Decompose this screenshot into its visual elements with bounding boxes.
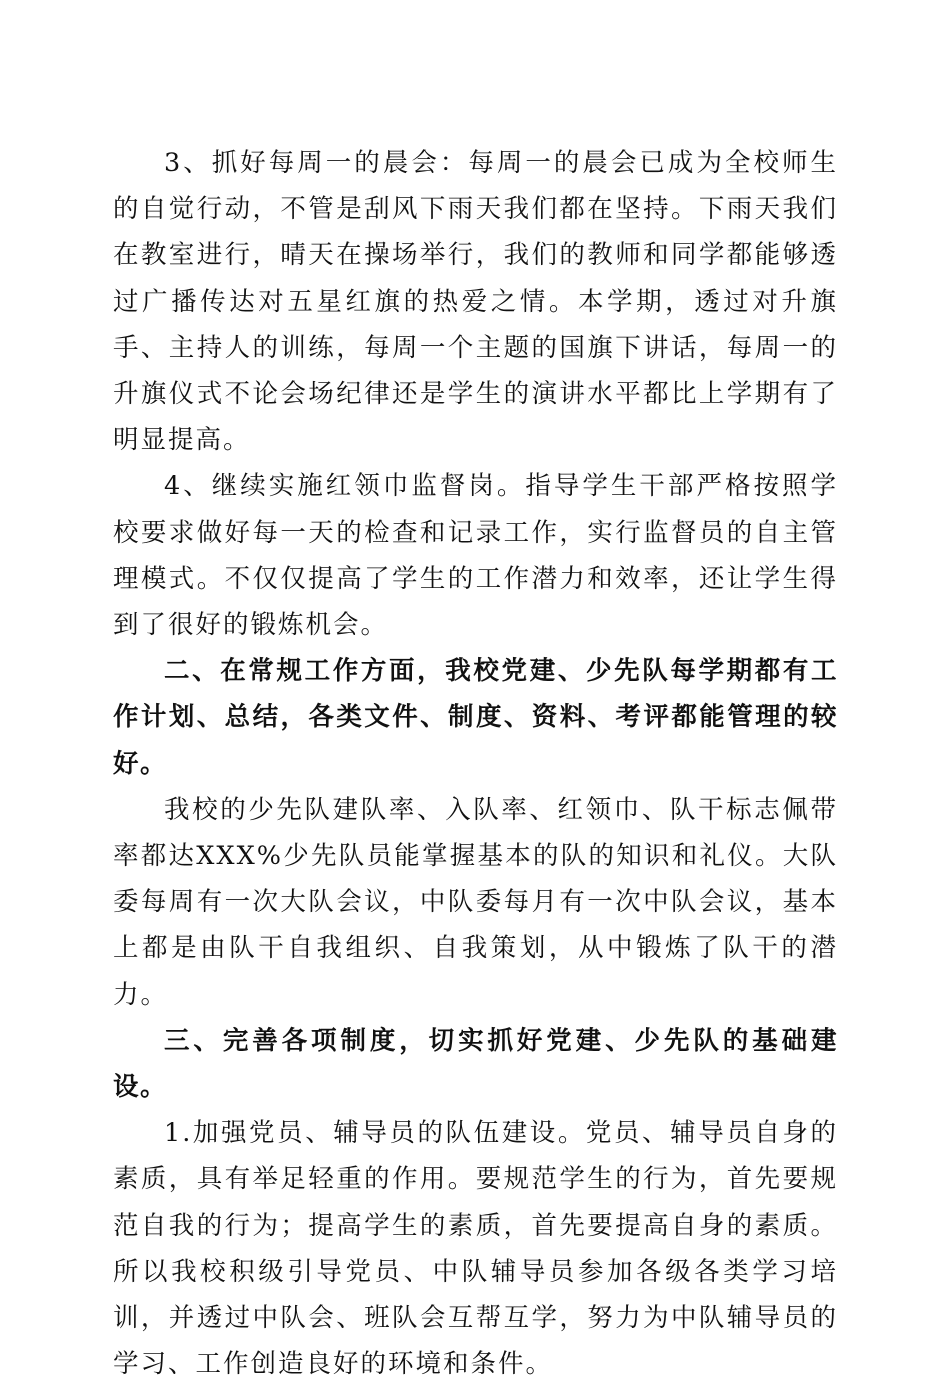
paragraph-morning-assembly: 3、抓好每周一的晨会：每周一的晨会已成为全校师生的自觉行动，不管是刮风下雨天我们都在坚持。下雨天我们在教室进行，晴天在操场举行，我们的教师和同学都能够透过广播传达对五星红旗的热爱之情。本学期，透过对升旗手、主持人的训练，每周一个主题的国旗下讲话，每周一的升旗仪式不论会场纪律还是学生的演讲水平都比上学期有了明显提高。 <box>113 148 838 456</box>
document-body <box>113 140 838 1387</box>
paragraph-pioneer-rates: 我校的少先队建队率、入队率、红领巾、队干标志佩带率都达XXX%少先队员能掌握基本的队的知识和礼仪。大队委每周有一次大队会议，中队委每月有一次中队会议，基本上都是由队干自我组织、自我策划，从中锻炼了队干的潜力。 <box>113 794 838 1010</box>
section-heading-systems: 三、完善各项制度，切实抓好党建、少先队的基础建设。 <box>113 1025 838 1103</box>
section-heading-routine-work: 二、在常规工作方面，我校党建、少先队每学期都有工作计划、总结，各类文件、制度、资料、考评都能管理的较好。 <box>113 656 838 779</box>
paragraph-red-scarf-supervision: 4、继续实施红领巾监督岗。指导学生干部严格按照学校要求做好每一天的检查和记录工作，实行监督员的自主管理模式。不仅仅提高了学生的工作潜力和效率，还让学生得到了很好的锻炼机会。 <box>113 471 838 641</box>
paragraph-team-building: 1.加强党员、辅导员的队伍建设。党员、辅导员自身的素质，具有举足轻重的作用。要规范学生的行为，首先要规范自我的行为；提高学生的素质，首先要提高自身的素质。所以我校积级引导党员、中队辅导员参加各级各类学习培训，并透过中队会、班队会互帮互学，努力为中队辅导员的学习、工作创造良好的环境和条件。 <box>113 1118 838 1380</box>
